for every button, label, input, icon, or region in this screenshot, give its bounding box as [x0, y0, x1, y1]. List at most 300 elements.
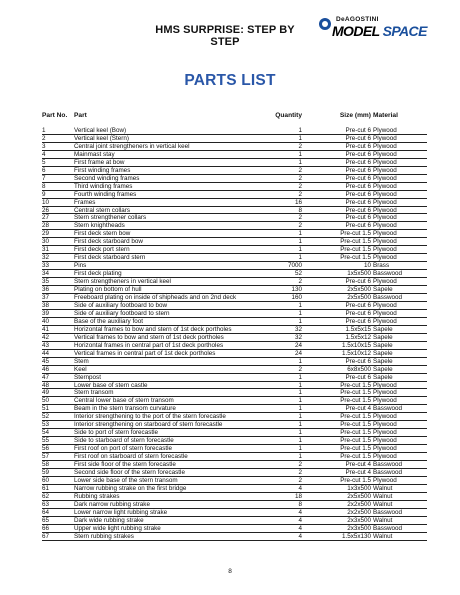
table-row — [42, 199, 427, 207]
cell-material: Plywood — [373, 142, 397, 150]
cell-part-no: 35 — [42, 278, 50, 286]
cell-size: Pre-cut 1.5 — [340, 413, 371, 421]
cell-size: Pre-cut 6 — [345, 278, 371, 286]
cell-size: Pre-cut 1.5 — [340, 445, 371, 453]
cell-part-no: 57 — [42, 453, 50, 461]
cell-quantity: 7000 — [287, 262, 302, 270]
cell-part-no: 56 — [42, 445, 50, 453]
cell-material: Plywood — [373, 381, 397, 389]
cell-part-no: 5 — [42, 158, 46, 166]
cell-part-no: 32 — [42, 254, 50, 262]
cell-material: Plywood — [373, 397, 397, 405]
cell-part: Vertical keel (Stern) — [74, 134, 129, 142]
table-row — [42, 374, 427, 382]
cell-size: Pre-cut 1.5 — [340, 238, 371, 246]
cell-quantity: 2 — [298, 182, 302, 190]
cell-quantity: 1 — [298, 453, 302, 461]
cell-part-no: 42 — [42, 333, 50, 341]
table-row — [42, 183, 427, 191]
table-row — [42, 525, 427, 533]
cell-size: Pre-cut 1.5 — [340, 230, 371, 238]
cell-size: Pre-cut 6 — [345, 357, 371, 365]
table-row — [42, 501, 427, 509]
cell-material: Plywood — [373, 222, 397, 230]
cell-material: Sapele — [373, 333, 393, 341]
cell-quantity: 1 — [298, 413, 302, 421]
cell-part-no: 45 — [42, 357, 50, 365]
cell-part-no: 27 — [42, 214, 50, 222]
cell-part-no: 43 — [42, 341, 50, 349]
cell-part: First deck port stern — [74, 246, 130, 254]
cell-size: Pre-cut 4 — [345, 468, 371, 476]
cell-quantity: 2 — [298, 142, 302, 150]
cell-part-no: 67 — [42, 532, 50, 540]
cell-part-no: 47 — [42, 373, 50, 381]
cell-part-no: 51 — [42, 405, 50, 413]
cell-part: Stern strengtheners in vertical keel — [74, 278, 171, 286]
cell-part-no: 65 — [42, 516, 50, 524]
cell-part-no: 55 — [42, 437, 50, 445]
cell-part: Second winding frames — [74, 174, 140, 182]
cell-part: Fourth winding frames — [74, 190, 137, 198]
cell-material: Plywood — [373, 158, 397, 166]
cell-size: 2x3x500 — [347, 516, 371, 524]
cell-part: Horizontal frames in central part of 1st deck portholes — [74, 341, 224, 349]
cell-material: Plywood — [373, 174, 397, 182]
cell-part-no: 9 — [42, 190, 46, 198]
cell-size: Pre-cut 1.5 — [340, 397, 371, 405]
table-row — [42, 382, 427, 390]
cell-part-no: 62 — [42, 492, 50, 500]
cell-part: Lower side base of the stern transom — [74, 476, 178, 484]
cell-part-no: 63 — [42, 500, 50, 508]
cell-part: Side to port of stern forecastle — [74, 429, 159, 437]
cell-size: Pre-cut 6 — [345, 142, 371, 150]
table-row — [42, 389, 427, 397]
table-row — [42, 294, 427, 302]
cell-material: Brass — [373, 262, 390, 270]
cell-size: 6x8x500 — [347, 365, 371, 373]
cell-part-no: 37 — [42, 294, 50, 302]
cell-part: Stem — [74, 357, 89, 365]
cell-size: 1.5x10x15 — [341, 341, 371, 349]
cell-size: 1x5x500 — [347, 270, 371, 278]
table-row — [42, 405, 427, 413]
cell-material: Plywood — [373, 413, 397, 421]
cell-part: Stern strengthener collars — [74, 214, 147, 222]
cell-quantity: 1 — [298, 317, 302, 325]
column-header-size: Size (mm) — [339, 112, 371, 119]
cell-quantity: 32 — [294, 325, 302, 333]
cell-size: Pre-cut 1.5 — [340, 429, 371, 437]
cell-material: Plywood — [373, 127, 397, 134]
column-header-part: Part — [74, 112, 87, 119]
cell-quantity: 1 — [298, 389, 302, 397]
cell-part: Beam in the stern transom curvature — [74, 405, 176, 413]
cell-material: Walnut — [373, 492, 393, 500]
cell-size: 1.5x5x130 — [341, 532, 371, 540]
cell-size: Pre-cut 6 — [345, 158, 371, 166]
cell-quantity: 16 — [294, 198, 302, 206]
cell-material: Plywood — [373, 230, 397, 238]
cell-size: 1x3x500 — [347, 484, 371, 492]
cell-quantity: 2 — [298, 166, 302, 174]
cell-part-no: 41 — [42, 325, 50, 333]
table-row — [42, 533, 427, 541]
cell-part-no: 26 — [42, 206, 50, 214]
cell-quantity: 2 — [298, 468, 302, 476]
table-row — [42, 191, 427, 199]
cell-size: Pre-cut 6 — [345, 206, 371, 214]
cell-material: Plywood — [373, 254, 397, 262]
cell-material: Plywood — [373, 214, 397, 222]
cell-material: Plywood — [373, 246, 397, 254]
cell-part: First deck stern bow — [74, 230, 131, 238]
cell-part: Plating on bottom of hull — [74, 286, 142, 294]
table-row — [42, 493, 427, 501]
table-row — [42, 453, 427, 461]
cell-size: Pre-cut 6 — [345, 182, 371, 190]
cell-part-no: 3 — [42, 142, 46, 150]
cell-part-no: 48 — [42, 381, 50, 389]
cell-part: Horizontal frames to bow and stern of 1st deck portholes — [74, 325, 232, 333]
cell-size: Pre-cut 1.5 — [340, 246, 371, 254]
cell-part: Mainmast stay — [74, 150, 115, 158]
cell-material: Plywood — [373, 190, 397, 198]
cell-part-no: 8 — [42, 182, 46, 190]
cell-size: 2x5x500 — [347, 294, 371, 302]
cell-size: Pre-cut 6 — [345, 317, 371, 325]
cell-material: Sapele — [373, 357, 393, 365]
cell-size: 1.5x5x12 — [345, 333, 371, 341]
cell-part-no: 50 — [42, 397, 50, 405]
cell-part: First side floor of the stern forecastle — [74, 461, 176, 469]
table-header — [42, 112, 427, 122]
cell-size: 1.5x5x15 — [345, 325, 371, 333]
cell-material: Basswood — [373, 270, 403, 278]
cell-quantity: 1 — [298, 445, 302, 453]
cell-material: Plywood — [373, 134, 397, 142]
cell-quantity: 1 — [298, 254, 302, 262]
cell-quantity: 4 — [298, 516, 302, 524]
cell-quantity: 1 — [298, 421, 302, 429]
cell-part: Upper wide light rubbing strake — [74, 524, 161, 532]
cell-part: First roof on port of stern forecastle — [74, 445, 172, 453]
table-row — [42, 421, 427, 429]
cell-part: Narrow rubbing strake on the first bridge — [74, 484, 187, 492]
table-row — [42, 358, 427, 366]
cell-part-no: 29 — [42, 230, 50, 238]
cell-quantity: 52 — [294, 270, 302, 278]
cell-part: Central stern collars — [74, 206, 130, 214]
cell-part-no: 61 — [42, 484, 50, 492]
cell-quantity: 1 — [298, 127, 302, 134]
table-row — [42, 143, 427, 151]
cell-part: Interior strengthening on starboard of stern forecastle — [74, 421, 223, 429]
cell-part: First deck starboard stern — [74, 254, 146, 262]
cell-material: Plywood — [373, 238, 397, 246]
cell-part-no: 36 — [42, 286, 50, 294]
cell-material: Plywood — [373, 389, 397, 397]
table-row — [42, 413, 427, 421]
cell-size: 2x3x500 — [347, 524, 371, 532]
brand-small-text: DeAGOSTINI — [336, 16, 379, 23]
cell-size: Pre-cut 1.5 — [340, 476, 371, 484]
parts-table — [42, 127, 427, 541]
cell-quantity: 1 — [298, 230, 302, 238]
cell-material: Walnut — [373, 532, 393, 540]
cell-material: Plywood — [373, 206, 397, 214]
table-row — [42, 477, 427, 485]
cell-material: Walnut — [373, 500, 393, 508]
cell-quantity: 4 — [298, 532, 302, 540]
cell-material: Plywood — [373, 437, 397, 445]
cell-part: Side to starboard of stern forecastle — [74, 437, 174, 445]
cell-part-no: 7 — [42, 174, 46, 182]
cell-part: Base of the auxiliary foot — [74, 317, 143, 325]
cell-material: Basswood — [373, 461, 403, 469]
cell-size: 2x5x500 — [347, 286, 371, 294]
cell-part-no: 38 — [42, 301, 50, 309]
cell-quantity: 1 — [298, 309, 302, 317]
brand-logo — [318, 16, 430, 46]
cell-quantity: 18 — [294, 492, 302, 500]
cell-quantity: 1 — [298, 429, 302, 437]
cell-part-no: 53 — [42, 421, 50, 429]
cell-size: Pre-cut 1.5 — [340, 389, 371, 397]
cell-quantity: 2 — [298, 365, 302, 373]
cell-material: Plywood — [373, 182, 397, 190]
cell-quantity: 130 — [291, 286, 302, 294]
cell-part: First winding frames — [74, 166, 131, 174]
cell-part-no: 44 — [42, 349, 50, 357]
cell-material: Sapele — [373, 286, 393, 294]
table-row — [42, 262, 427, 270]
cell-part-no: 54 — [42, 429, 50, 437]
cell-quantity: 8 — [298, 206, 302, 214]
page-header-title: HMS SURPRISE: STEP BY STEP — [155, 24, 295, 48]
cell-part-no: 1 — [42, 127, 46, 134]
cell-part: Side of auxiliary footboard to stern — [74, 309, 170, 317]
cell-quantity: 2 — [298, 214, 302, 222]
cell-part-no: 59 — [42, 468, 50, 476]
cell-part-no: 40 — [42, 317, 50, 325]
cell-quantity: 2 — [298, 461, 302, 469]
table-row — [42, 175, 427, 183]
cell-part: Vertical frames to bow and stern of 1st deck portholes — [74, 333, 224, 341]
cell-size: Pre-cut 6 — [345, 127, 371, 134]
table-row — [42, 222, 427, 230]
cell-material: Plywood — [373, 317, 397, 325]
cell-material: Plywood — [373, 453, 397, 461]
cell-part-no: 10 — [42, 198, 50, 206]
cell-quantity: 2 — [298, 190, 302, 198]
brand-big-space: SPACE — [382, 23, 427, 39]
cell-size: Pre-cut 6 — [345, 134, 371, 142]
table-row — [42, 230, 427, 238]
cell-material: Basswood — [373, 468, 403, 476]
cell-quantity: 24 — [294, 341, 302, 349]
page-number: 8 — [228, 568, 232, 575]
parts-list-heading: PARTS LIST — [184, 72, 276, 89]
cell-part: Interior strengthening to the port of the stern forecastle — [74, 413, 226, 421]
cell-quantity: 160 — [291, 294, 302, 302]
table-row — [42, 310, 427, 318]
cell-quantity: 2 — [298, 278, 302, 286]
cell-quantity: 4 — [298, 508, 302, 516]
cell-size: Pre-cut 6 — [345, 301, 371, 309]
cell-quantity: 4 — [298, 484, 302, 492]
cell-size: Pre-cut 6 — [345, 150, 371, 158]
column-header-part-no: Part No. — [42, 112, 68, 119]
cell-material: Sapele — [373, 349, 393, 357]
cell-part: Dark narrow rubbing strake — [74, 500, 150, 508]
table-row — [42, 485, 427, 493]
cell-size: Pre-cut 6 — [345, 309, 371, 317]
cell-quantity: 2 — [298, 476, 302, 484]
cell-part-no: 30 — [42, 238, 50, 246]
cell-size: 2x2x500 — [347, 500, 371, 508]
cell-material: Plywood — [373, 166, 397, 174]
cell-material: Basswood — [373, 508, 403, 516]
cell-part: First roof on starboard of stern forecastle — [74, 453, 188, 461]
cell-material: Sapele — [373, 365, 393, 373]
cell-part-no: 46 — [42, 365, 50, 373]
cell-size: 1.5x10x12 — [341, 349, 371, 357]
cell-size: 10 — [363, 262, 371, 270]
cell-size: Pre-cut 6 — [345, 190, 371, 198]
cell-size: Pre-cut 6 — [345, 166, 371, 174]
column-header-material: Material — [373, 112, 398, 119]
cell-quantity: 1 — [298, 150, 302, 158]
cell-size: Pre-cut 6 — [345, 214, 371, 222]
cell-part-no: 31 — [42, 246, 50, 254]
cell-quantity: 2 — [298, 174, 302, 182]
table-row — [42, 270, 427, 278]
cell-size: Pre-cut 1.5 — [340, 381, 371, 389]
cell-quantity: 32 — [294, 333, 302, 341]
cell-material: Sapele — [373, 341, 393, 349]
cell-material: Plywood — [373, 429, 397, 437]
table-row — [42, 238, 427, 246]
cell-size: Pre-cut 1.5 — [340, 421, 371, 429]
cell-part: Central joint strengtheners in vertical keel — [74, 142, 190, 150]
brand-big-text — [332, 23, 427, 39]
cell-size: Pre-cut 1.5 — [340, 437, 371, 445]
table-row — [42, 397, 427, 405]
cell-part: Freeboard plating on inside of shipheads and on 2nd deck — [74, 294, 237, 302]
cell-quantity: 4 — [298, 524, 302, 532]
table-row — [42, 302, 427, 310]
cell-part: First frame at bow — [74, 158, 125, 166]
cell-part-no: 58 — [42, 461, 50, 469]
table-row — [42, 246, 427, 254]
cell-part: Second side floor of the stern forecastle — [74, 468, 185, 476]
cell-part: Third winding frames — [74, 182, 133, 190]
cell-part: Pins — [74, 262, 87, 270]
cell-part: Rubbing strakes — [74, 492, 120, 500]
cell-part: Stern transom — [74, 389, 114, 397]
cell-material: Sapele — [373, 373, 393, 381]
cell-size: Pre-cut 6 — [345, 222, 371, 230]
cell-part-no: 28 — [42, 222, 50, 230]
cell-quantity: 1 — [298, 246, 302, 254]
cell-size: Pre-cut 4 — [345, 405, 371, 413]
cell-part: First deck plating — [74, 270, 122, 278]
cell-part: First deck starboard bow — [74, 238, 143, 246]
table-row — [42, 278, 427, 286]
cell-part-no: 52 — [42, 413, 50, 421]
cell-part: Dark wide rubbing strake — [74, 516, 144, 524]
table-row — [42, 429, 427, 437]
cell-material: Basswood — [373, 524, 403, 532]
table-row — [42, 207, 427, 215]
cell-material: Basswood — [373, 294, 403, 302]
table-row — [42, 254, 427, 262]
cell-part: Vertical frames in central part of 1st deck portholes — [74, 349, 216, 357]
cell-size: Pre-cut 6 — [345, 373, 371, 381]
cell-material: Plywood — [373, 421, 397, 429]
table-row — [42, 326, 427, 334]
cell-size: Pre-cut 1.5 — [340, 453, 371, 461]
cell-part-no: 34 — [42, 270, 50, 278]
cell-size: Pre-cut 4 — [345, 461, 371, 469]
cell-part: Lower base of stern castle — [74, 381, 148, 389]
table-row — [42, 445, 427, 453]
table-row — [42, 469, 427, 477]
cell-quantity: 8 — [298, 500, 302, 508]
cell-material: Plywood — [373, 445, 397, 453]
table-row — [42, 350, 427, 358]
cell-part-no: 66 — [42, 524, 50, 532]
cell-material: Plywood — [373, 198, 397, 206]
table-row — [42, 517, 427, 525]
cell-quantity: 1 — [298, 158, 302, 166]
cell-part-no: 6 — [42, 166, 46, 174]
table-row — [42, 437, 427, 445]
table-row — [42, 286, 427, 294]
table-row — [42, 127, 427, 135]
cell-part: Lower narrow light rubbing strake — [74, 508, 168, 516]
cell-part: Keel — [74, 365, 87, 373]
cell-part-no: 64 — [42, 508, 50, 516]
cell-quantity: 1 — [298, 301, 302, 309]
table-row — [42, 334, 427, 342]
cell-part-no: 4 — [42, 150, 46, 158]
cell-part: Vertical keel (Bow) — [74, 127, 127, 134]
cell-quantity: 1 — [298, 405, 302, 413]
cell-quantity: 1 — [298, 381, 302, 389]
cell-part-no: 60 — [42, 476, 50, 484]
cell-size: Pre-cut 6 — [345, 198, 371, 206]
table-row — [42, 461, 427, 469]
table-row — [42, 318, 427, 326]
table-row — [42, 135, 427, 143]
cell-quantity: 1 — [298, 397, 302, 405]
cell-quantity: 1 — [298, 357, 302, 365]
brand-mark-icon — [318, 17, 332, 31]
brand-big-model: MODEL — [332, 23, 380, 39]
table-row — [42, 159, 427, 167]
cell-part-no: 49 — [42, 389, 50, 397]
table-row — [42, 366, 427, 374]
cell-quantity: 1 — [298, 373, 302, 381]
cell-part: Central lower base of stern transom — [74, 397, 174, 405]
cell-material: Sapele — [373, 325, 393, 333]
cell-material: Walnut — [373, 516, 393, 524]
cell-part: Frames — [74, 198, 96, 206]
table-row — [42, 342, 427, 350]
